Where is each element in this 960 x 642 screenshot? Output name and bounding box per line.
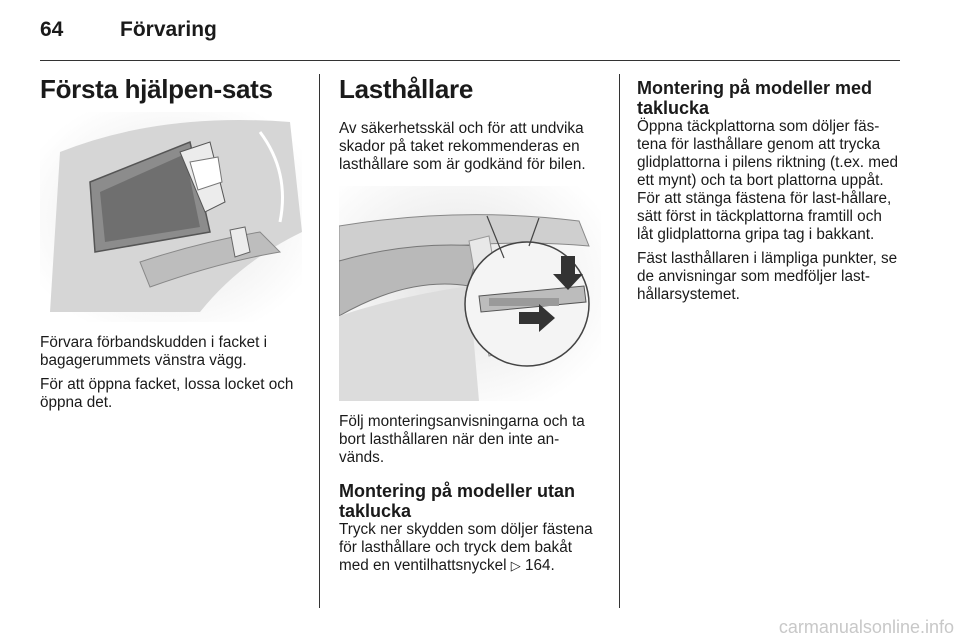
column-divider: [319, 74, 320, 608]
paragraph: För att öppna facket, lossa locket och öppna det.: [40, 376, 294, 411]
column-sunroof: [637, 74, 901, 304]
subheading-no-sunroof: Montering på modeller utan taklucka: [339, 481, 576, 521]
column-roof-rack: [339, 74, 601, 575]
header-rule: [40, 60, 900, 61]
paragraph: Fäst lasthållaren i lämpliga punkter, se de anvisningar som medföljer last-hållarsystemet.: [637, 250, 898, 303]
watermark: carmanualsonline.info: [778, 617, 954, 637]
section-title: Förvaring: [120, 18, 217, 41]
heading-first-aid: Första hjälpen-sats: [40, 74, 273, 104]
paragraph: Tryck ner skydden som döljer fästena för lasthållare och tryck dem bakåt med en ventilhattsnyckel ▷ 164.: [339, 521, 593, 574]
roof-rack-illustration: [339, 186, 601, 401]
page-number: 64: [40, 18, 64, 41]
column-first-aid: [40, 74, 302, 412]
page-header: [40, 18, 900, 58]
paragraph: Följ monteringsanvisningarna och ta bort lasthållaren när den inte an-vänds.: [339, 413, 585, 466]
subheading-with-sunroof: Montering på modeller med taklucka: [637, 78, 873, 118]
paragraph: Av säkerhetsskäl och för att undvika skador på taket rekommenderas en lasthållare som är godkänd för bilen.: [339, 120, 586, 173]
page-reference[interactable]: 164.: [525, 557, 555, 574]
column-divider: [619, 74, 620, 608]
paragraph: Förvara förbandskudden i facket i bagagerummets vänstra vägg.: [40, 334, 268, 369]
triangle-right-outline-icon: ▷: [510, 558, 521, 573]
paragraph: Öppna täckplattorna som döljer fäs-tena för lasthållare genom att trycka glidplattorna i pilens riktning (t.ex. med ett mynt) och ta bort plattorna uppåt. För att stänga fästena för last-hållare, sätt först in täckplattorna framtill och låt glidplattorna gripa tag i bakkant.: [637, 118, 899, 243]
heading-roof-rack: Lasthållare: [339, 74, 473, 104]
first-aid-illustration: [40, 112, 302, 322]
